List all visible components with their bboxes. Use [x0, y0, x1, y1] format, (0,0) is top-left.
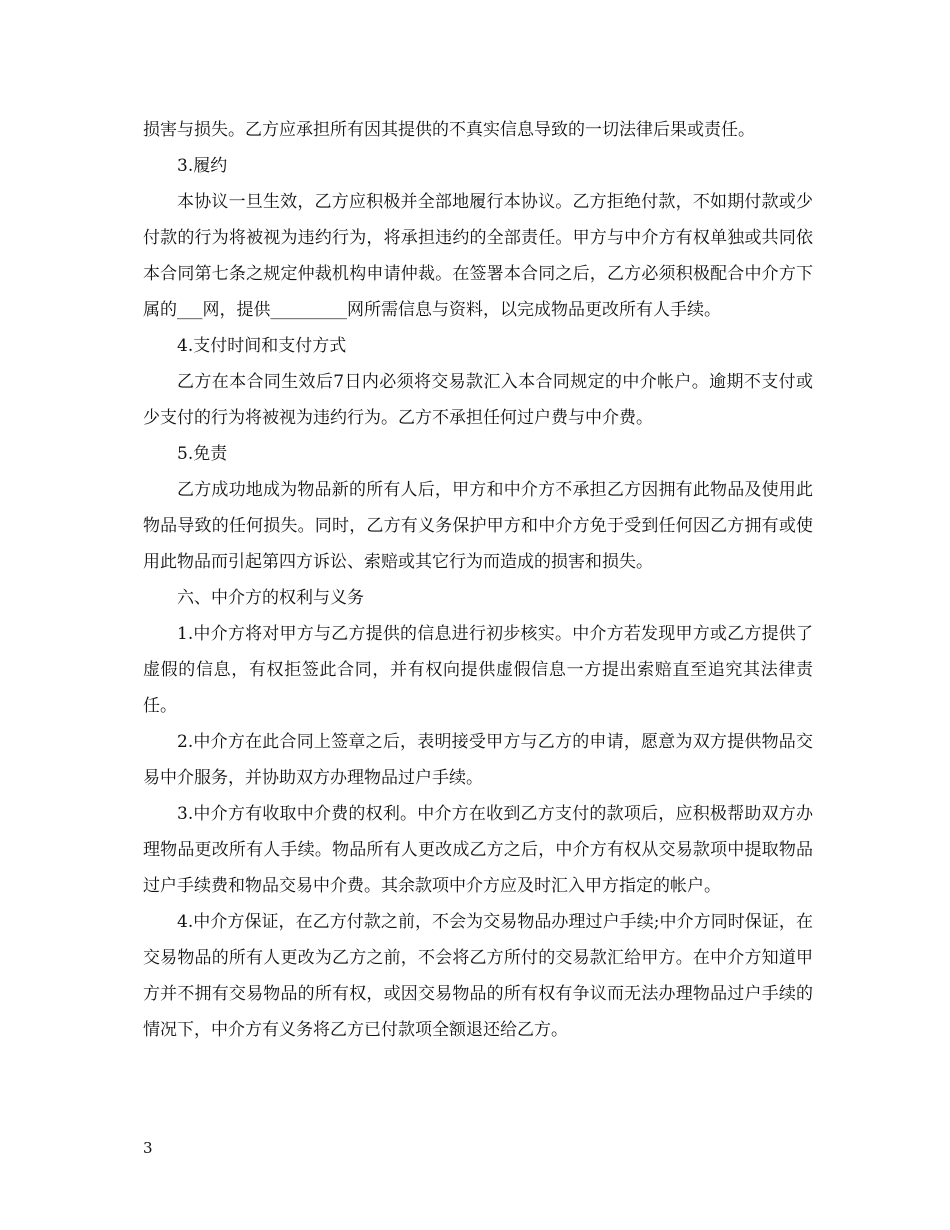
paragraph-intermediary-3: 3.中介方有收取中介费的权利。中介方在收到乙方支付的款项后，应积极帮助双方办理物品更改所有人手续。物品所有人更改成乙方之后，中介方有权从交易款项中提取物品过户手续费和物品交易中介费。其余款项中介方应及时汇入甲方指定的帐户。 — [143, 804, 813, 896]
section-heading-exemption: 5.免责 — [177, 444, 228, 464]
paragraph-performance: 本协议一旦生效，乙方应积极并全部地履行本协议。乙方拒绝付款，不如期付款或少付款的行为将被视为违约行为，将承担违约的全部责任。甲方与中介方有权单独或共同依本合同第七条之规定仲裁机构申请仲裁。在签署本合同之后，乙方必须积极配合中介方下属的___网，提供_________网所需信息与资料，以完成物品更改所有人手续。 — [143, 192, 813, 320]
paragraph-intermediary-1: 1.中介方将对甲方与乙方提供的信息进行初步核实。中介方若发现甲方或乙方提供了虚假的信息，有权拒签此合同，并有权向提供虚假信息一方提出索赔直至追究其法律责任。 — [143, 624, 813, 716]
page-number: 3 — [143, 1139, 153, 1157]
paragraph-intermediary-2: 2.中介方在此合同上签章之后，表明接受甲方与乙方的申请，愿意为双方提供物品交易中介服务，并协助双方办理物品过户手续。 — [143, 732, 813, 788]
paragraph-intermediary-4: 4.中介方保证，在乙方付款之前，不会为交易物品办理过户手续;中介方同时保证，在交易物品的所有人更改为乙方之前，不会将乙方所付的交易款汇给甲方。在中介方知道甲方并不拥有交易物品的所有权，或因交易物品的所有权有争议而无法办理物品过户手续的情况下，中介方有义务将乙方已付款项全额退还给乙方。 — [143, 912, 813, 1040]
paragraph-continued: 损害与损失。乙方应承担所有因其提供的不真实信息导致的一切法律后果或责任。 — [143, 120, 755, 140]
section-heading-intermediary-rights: 六、中介方的权利与义务 — [177, 588, 364, 608]
paragraph-exemption: 乙方成功地成为物品新的所有人后，甲方和中介方不承担乙方因拥有此物品及使用此物品导致的任何损失。同时，乙方有义务保护甲方和中介方免于受到任何因乙方拥有或使用此物品而引起第四方诉讼、索赔或其它行为而造成的损害和损失。 — [143, 480, 813, 572]
section-heading-payment: 4.支付时间和支付方式 — [177, 336, 347, 356]
document-body — [143, 112, 813, 1048]
paragraph-payment: 乙方在本合同生效后7日内必须将交易款汇入本合同规定的中介帐户。逾期不支付或少支付的行为将被视为违约行为。乙方不承担任何过户费与中介费。 — [143, 372, 813, 428]
section-heading-performance: 3.履约 — [177, 156, 228, 176]
